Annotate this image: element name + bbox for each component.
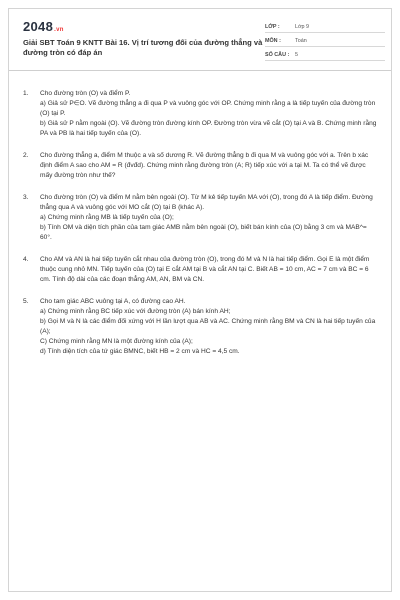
- question-body: [40, 89, 379, 139]
- meta-row-count: [265, 48, 385, 61]
- meta-value: Toán: [295, 38, 307, 44]
- document-sheet: [8, 8, 392, 592]
- question-list: [23, 89, 379, 369]
- question-item: [23, 255, 379, 285]
- question-item: [23, 297, 379, 357]
- meta-label: SỐ CÂU :: [265, 52, 290, 58]
- question-body: [40, 255, 379, 285]
- logo-suffix: .vn: [54, 27, 64, 33]
- question-line: a) Chứng minh rằng BC tiếp xúc với đường tròn (A) bán kính AH;: [40, 308, 231, 315]
- question-number: 1.: [23, 90, 29, 97]
- question-item: [23, 151, 379, 181]
- question-number: 3.: [23, 194, 29, 201]
- meta-label: LỚP :: [265, 24, 280, 30]
- meta-row-class: [265, 20, 385, 33]
- question-line: a) Chứng minh rằng MB là tiếp tuyến của (O);: [40, 214, 174, 221]
- meta-value: Lớp 9: [295, 24, 310, 30]
- question-number: 5.: [23, 298, 29, 305]
- document-title: Giải SBT Toán 9 KNTT Bài 16. Vị trí tương đối của đường thẳng và đường tròn có đáp án: [23, 38, 263, 57]
- question-line: Cho đường tròn (O) và điểm M nằm bên ngoài (O). Từ M kẻ tiếp tuyến MA với (O), trong đó A là tiếp điểm. Đường thẳng qua A và vuông góc với MO cắt (O) tại B (khác A).: [40, 194, 373, 211]
- question-body: [40, 151, 379, 181]
- question-number: 2.: [23, 152, 29, 159]
- meta-value: 5: [295, 52, 298, 58]
- site-logo[interactable]: [23, 19, 64, 34]
- question-item: [23, 89, 379, 139]
- question-line: d) Tính diện tích của tứ giác BMNC, biết HB = 2 cm và HC = 4,5 cm.: [40, 348, 240, 355]
- meta-row-subject: [265, 34, 385, 47]
- document-header: [9, 9, 391, 71]
- question-body: [40, 193, 379, 243]
- question-line: a) Giả sử P∈O. Vẽ đường thẳng a đi qua P và vuông góc với OP. Chứng minh rằng a là tiếp tuyến của đường tròn (O) tại P.: [40, 100, 376, 117]
- question-line: C) Chứng minh rằng MN là một đường kính của (A);: [40, 338, 193, 345]
- question-line: b) Gọi M và N là các điểm đối xứng với H lần lượt qua AB và AC. Chứng minh rằng BM và CN là hai tiếp tuyến của (A);: [40, 318, 376, 335]
- meta-info: [265, 20, 385, 62]
- question-body: [40, 297, 379, 357]
- question-line: Cho AM và AN là hai tiếp tuyến cắt nhau của đường tròn (O), trong đó M và N là hai tiếp điểm. Gọi E là một điểm thuộc cung nhỏ MN. Tiếp tuyến của (O) tại E cắt AM tại B và cắt AN tại C. Biết AB = 10 cm, AC = 7 cm và BC = 6 cm. Tính độ dài của các đoạn thẳng AM, AN, BM và CN.: [40, 256, 370, 283]
- question-item: [23, 193, 379, 243]
- question-line: b) Tính OM và diện tích phần của tam giác AMB nằm bên ngoài (O), biết bán kính của (O) bằng 3 cm và MAB^= 60°.: [40, 224, 367, 241]
- meta-label: MÔN :: [265, 38, 281, 44]
- question-line: b) Giả sử P nằm ngoài (O). Vẽ đường tròn đường kính OP. Đường tròn vừa vẽ cắt (O) tại A và B. Chứng minh rằng PA và PB là hai tiếp tuyến của (O).: [40, 120, 377, 137]
- logo-text: 2048: [23, 19, 54, 34]
- question-line: Cho đường tròn (O) và điểm P.: [40, 90, 131, 97]
- question-line: Cho tam giác ABC vuông tại A, có đường cao AH.: [40, 298, 186, 305]
- question-number: 4.: [23, 256, 29, 263]
- question-line: Cho đường thẳng a, điểm M thuộc a và số dương R. Vẽ đường thẳng b đi qua M và vuông góc với a. Trên b xác định điểm A sao cho AM = R (đvđd). Chứng minh rằng đường tròn (A; R) tiếp xúc với a tại M. Ta có thể vẽ được mấy đường tròn như thế?: [40, 152, 369, 179]
